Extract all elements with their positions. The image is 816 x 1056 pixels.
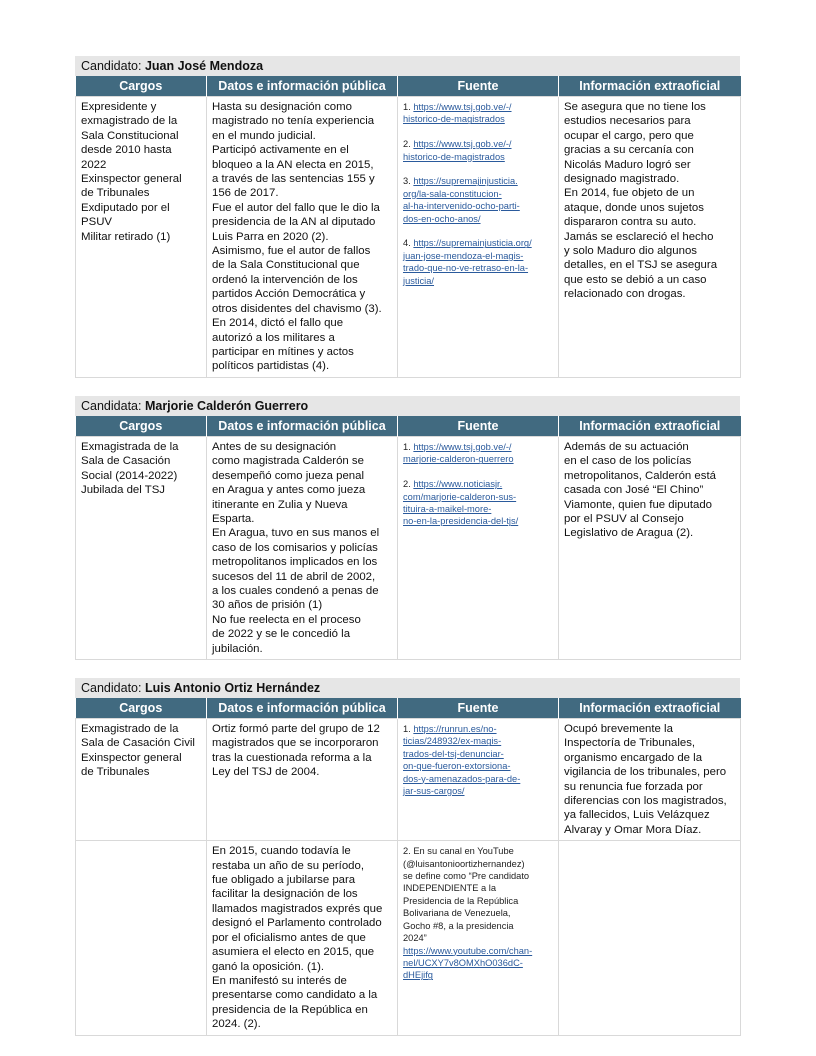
text-line: 2024. (2). <box>212 1018 261 1031</box>
text-line: Expresidente y <box>81 101 157 113</box>
table-row <box>76 97 741 378</box>
link-line: trado-que-no-ve-retraso-en-la- <box>403 263 529 274</box>
text-line: Además de su actuación <box>564 441 689 453</box>
candidate-table <box>75 416 741 660</box>
header-fuente: Fuente <box>398 76 559 97</box>
text-line: otros disidentes del chavismo (3). <box>212 302 382 315</box>
text-line: dHEjifg <box>403 970 433 981</box>
link-text[interactable]: https://www.noticiasjr. <box>413 479 503 490</box>
text-line: facilitar la designación de los <box>212 888 358 901</box>
text-line: Exmagistrado de la <box>81 723 179 735</box>
text-line: exmagistrado de la <box>81 115 178 128</box>
header-extraoficial: Información extraoficial <box>559 416 741 437</box>
text-line: por el oficialismo antes de que <box>212 931 366 944</box>
cargos-cell <box>76 97 207 378</box>
text-line: ocupar el cargo, pero que <box>564 129 694 142</box>
source-first-line <box>403 101 553 113</box>
source-link[interactable] <box>403 491 553 528</box>
text-line: (@luisantonioortizhernandez) <box>403 858 525 869</box>
text-line: partidos Acción Democrática y <box>212 288 366 301</box>
text-line: desde 2010 hasta <box>81 144 172 157</box>
text-line: Ley del TSJ de 2004. <box>212 766 320 779</box>
header-fuente: Fuente <box>398 698 559 719</box>
text-line: nel/UCXY7v8OMXhO036dC- <box>403 957 523 968</box>
link-line: al-ha-intervenido-ocho-parti- <box>403 201 520 212</box>
source-item <box>403 237 553 287</box>
text-line: presentarse como candidato a la <box>212 989 378 1002</box>
text-line: Exinspector general <box>81 173 182 186</box>
text-line: jubilación. <box>212 642 263 655</box>
text-line: 2024” <box>403 933 427 944</box>
text-line: a través de las sentencias 155 y <box>212 173 375 186</box>
text-line: casada con José “El Chino” <box>564 484 704 497</box>
text-line: Inspectoría de Tribunales, <box>564 737 696 750</box>
source-first-line <box>403 138 553 150</box>
text-line: de Tribunales <box>81 187 150 200</box>
text-line: Se asegura que no tiene los <box>564 101 706 113</box>
text-line: como magistrada Calderón se <box>212 455 364 468</box>
candidate-title <box>75 678 740 698</box>
text-line: sucesos del 11 de abril de 2002, <box>212 570 376 583</box>
text-line: vigilancia de los tribunales, pero <box>564 766 727 779</box>
source-first-line <box>403 723 553 735</box>
text-line: En 2015, cuando todavía le <box>212 845 351 858</box>
text-line: llamados magistrados exprés que <box>212 902 383 915</box>
text-line: caso de los comisarios y policías <box>212 541 378 554</box>
text-line: designó el Parlamento controlado <box>212 917 382 930</box>
table-row <box>76 841 741 1035</box>
text-line: Exinspector general <box>81 751 182 764</box>
candidate-block-2 <box>75 396 740 660</box>
text-line: ordenó la intervención de los <box>212 273 358 286</box>
header-cargos: Cargos <box>76 416 207 437</box>
link-line: ticias/248932/ex-magis- <box>403 736 502 747</box>
text-line: En manifestó su interés de <box>212 974 347 987</box>
cargos-cell-empty <box>76 841 207 1035</box>
text-line: de la Sala Constitucional que <box>212 259 360 272</box>
text-line: fue obligado a jubilarse para <box>212 874 356 887</box>
text-line: detalles, en el TSJ se asegura <box>564 259 718 272</box>
text-line: metropolitanos, Calderón está <box>564 469 716 482</box>
link-line: com/marjorie-calderon-sus- <box>403 491 517 502</box>
candidate-title <box>75 396 740 416</box>
header-datos: Datos e información pública <box>207 698 398 719</box>
text-line: https://www.youtube.com/chan- <box>403 945 533 956</box>
fuente-cell <box>398 719 559 841</box>
source-number: 1. <box>403 442 414 452</box>
extra-cell-empty <box>559 841 741 1035</box>
link-text[interactable]: https://www.tsj.gob.ve/-/ <box>413 139 512 150</box>
candidate-label: Candidato: <box>81 59 142 73</box>
text-line: Nicolás Maduro logró ser <box>564 158 691 171</box>
text-line: Hasta su designación como <box>212 101 352 113</box>
text-line: Ocupó brevemente la <box>564 723 673 735</box>
candidate-name: Marjorie Calderón Guerrero <box>144 399 309 413</box>
text-line: políticos partidistas (4). <box>212 360 330 373</box>
text-line: presidencia de la AN al diputado <box>212 216 376 229</box>
text-line: designado magistrado. <box>564 173 680 186</box>
datos-cell <box>207 437 398 660</box>
text-line: 2. En su canal en YouTube <box>403 846 514 857</box>
text-line: PSUV <box>81 216 113 229</box>
text-line: dispararon contra su auto. <box>564 216 697 229</box>
text-line: En Aragua, tuvo en sus manos el <box>212 527 380 540</box>
source-number: 2. <box>403 479 414 490</box>
source-item <box>403 101 553 126</box>
source-first-line <box>403 478 553 490</box>
cargos-cell <box>76 437 207 660</box>
source-link[interactable] <box>403 735 553 797</box>
link-text[interactable]: https://supremajinjusticia. <box>413 176 518 187</box>
link-line: org/la-sala-constitucion- <box>403 188 502 199</box>
youtube-link[interactable] <box>403 945 553 982</box>
text-line: Presidencia de la República <box>403 895 519 906</box>
source-number: 1. <box>403 102 414 112</box>
text-line: Esparta. <box>212 513 255 526</box>
link-line: dos-en-ocho-anos/ <box>403 213 481 224</box>
text-line: y solo Maduro dio algunos <box>564 245 697 258</box>
link-text[interactable]: https://runrun.es/no- <box>413 724 497 734</box>
source-link[interactable] <box>403 453 553 465</box>
link-line: juan-jose-mendoza-el-magis- <box>403 250 524 261</box>
text-line: Militar retirado (1) <box>81 230 171 243</box>
text-line: Ortiz formó parte del grupo de 12 <box>212 723 380 735</box>
table-row <box>76 437 741 660</box>
text-line: asumiera el electo en 2015, que <box>212 946 375 959</box>
text-line: Exmagistrada de la <box>81 441 179 453</box>
text-line: ganó la oposición. (1). <box>212 960 325 973</box>
text-line: Legislativo de Aragua (2). <box>564 527 694 540</box>
text-line: bloqueo a la AN electa en 2015, <box>212 158 374 171</box>
text-line: Fue el autor del fallo que le dio la <box>212 201 380 214</box>
text-line: de 2022 y se le concedió la <box>212 628 351 641</box>
datos-cell <box>207 719 398 841</box>
text-line: Social (2014-2022) <box>81 469 178 482</box>
source-link[interactable] <box>403 188 553 225</box>
extra-cell <box>559 437 741 660</box>
link-line: dos-y-amenazados-para-de- <box>403 773 521 784</box>
source-number: 4. <box>403 238 414 249</box>
text-line: metropolitanos implicados en los <box>212 556 378 569</box>
source-item <box>403 723 553 797</box>
text-line: diferencias con los magistrados, <box>564 795 727 808</box>
candidate-block-1 <box>75 56 740 378</box>
link-line: no-en-la-presidencia-del-tjs/ <box>403 516 519 527</box>
text-line: en el caso de los policías <box>564 455 692 468</box>
candidate-label: Candidato: <box>81 681 142 695</box>
header-cargos: Cargos <box>76 76 207 97</box>
text-line: Bolivariana de Venezuela, <box>403 908 511 919</box>
source-item <box>403 478 553 528</box>
header-extraoficial: Información extraoficial <box>559 698 741 719</box>
text-line: Alvaray y Omar Mora Díaz. <box>564 823 702 836</box>
text-line: Sala Constitucional <box>81 129 179 142</box>
text-line: en Aragua y antes como jueza <box>212 484 366 497</box>
text-line: Asimismo, fue el autor de fallos <box>212 245 371 258</box>
text-line: 2022 <box>81 158 107 171</box>
text-line: 30 años de prisión (1) <box>212 599 323 612</box>
text-line: Antes de su designación <box>212 441 337 453</box>
candidate-title <box>75 56 740 76</box>
link-line: tituira-a-maikel-more- <box>403 504 492 515</box>
link-line: jar-sus-cargos/ <box>403 786 465 797</box>
cargos-cell <box>76 719 207 841</box>
text-line: que esto se debió a un caso <box>564 273 707 286</box>
text-line: No fue reelecta en el proceso <box>212 613 361 626</box>
table-row <box>76 719 741 841</box>
text-line: Sala de Casación <box>81 455 171 468</box>
header-extraoficial: Información extraoficial <box>559 76 741 97</box>
text-line: INDEPENDIENTE a la <box>403 883 496 894</box>
source-item <box>403 138 553 163</box>
source-link[interactable] <box>403 151 553 163</box>
link-line: justicia/ <box>403 275 435 286</box>
text-line: en el mundo judicial. <box>212 129 316 142</box>
candidate-block-3 <box>75 678 740 1036</box>
datos-cell <box>207 97 398 378</box>
text-line: Sala de Casación Civil <box>81 737 195 750</box>
text-line: Jubilada del TSJ <box>81 484 166 497</box>
link-text[interactable]: https://supremainjusticia.org/ <box>413 238 532 249</box>
text-line: se define como “Pre candidato <box>403 871 530 882</box>
fuente-text <box>403 845 553 944</box>
header-fuente: Fuente <box>398 416 559 437</box>
text-line: magistrados que se incorporaron <box>212 737 379 750</box>
datos-cell <box>207 841 398 1035</box>
source-number: 2. <box>403 139 414 150</box>
text-line: restaba un año de su período, <box>212 859 364 872</box>
fuente-cell <box>398 97 559 378</box>
fuente-cell <box>398 437 559 660</box>
source-number: 3. <box>403 176 414 187</box>
text-line: relacionado con drogas. <box>564 288 686 301</box>
candidate-name: Luis Antonio Ortiz Hernández <box>144 681 321 695</box>
source-first-line <box>403 237 553 249</box>
text-line: organismo encargado de la <box>564 751 703 764</box>
link-line: historico-de-magistrados <box>403 114 505 125</box>
link-line: on-que-fueron-extorsiona- <box>403 761 511 772</box>
source-item <box>403 175 553 225</box>
text-line: itinerante en Zulia y Nueva <box>212 498 348 511</box>
text-line: su renuncia fue forzada por <box>564 780 703 793</box>
header-datos: Datos e información pública <box>207 416 398 437</box>
candidate-name: Juan José Mendoza <box>144 59 264 73</box>
text-line: ataque, donde unos sujetos <box>564 201 704 214</box>
link-line: trados-del-tsj-denunciar- <box>403 748 504 759</box>
text-line: Gocho #8, a la presidencia <box>403 920 514 931</box>
link-text[interactable]: https://www.tsj.gob.ve/-/ <box>413 442 512 452</box>
text-line: desempeñó como jueza penal <box>212 469 364 482</box>
extra-cell <box>559 97 741 378</box>
header-row <box>76 416 741 437</box>
header-cargos: Cargos <box>76 698 207 719</box>
text-line: tras la cuestionada reforma a la <box>212 751 372 764</box>
source-link[interactable] <box>403 113 553 125</box>
text-line: estudios necesarios para <box>564 115 691 128</box>
text-line: participar en mítines y actos <box>212 345 354 358</box>
link-line: historico-de-magistrados <box>403 151 505 162</box>
header-row <box>76 698 741 719</box>
text-line: autorizó a los militares a <box>212 331 335 344</box>
source-number: 1. <box>403 724 414 734</box>
source-first-line <box>403 441 553 453</box>
link-text[interactable]: https://www.tsj.gob.ve/-/ <box>413 102 512 112</box>
text-line: presidencia de la República en <box>212 1003 368 1016</box>
text-line: 156 de 2017. <box>212 187 279 200</box>
text-line: ya fallecidos, Luis Velázquez <box>564 809 710 822</box>
text-line: Viamonte, quien fue diputado <box>564 498 712 511</box>
text-line: Participó activamente en el <box>212 144 349 157</box>
link-line: marjorie-calderon-guerrero <box>403 454 514 465</box>
text-line: gracias a su cercanía con <box>564 144 694 157</box>
candidate-label: Candidata: <box>81 399 142 413</box>
candidate-table <box>75 698 741 1036</box>
text-line: de Tribunales <box>81 766 150 779</box>
text-line: En 2014, dictó el fallo que <box>212 317 344 330</box>
source-item <box>403 441 553 466</box>
extra-cell <box>559 719 741 841</box>
text-line: En 2014, fue objeto de un <box>564 187 695 200</box>
text-line: Luis Parra en 2020 (2). <box>212 230 329 243</box>
source-link[interactable] <box>403 250 553 287</box>
fuente-cell <box>398 841 559 1035</box>
source-first-line <box>403 175 553 187</box>
text-line: por el PSUV al Consejo <box>564 513 684 526</box>
text-line: Jamás se esclareció el hecho <box>564 230 714 243</box>
header-datos: Datos e información pública <box>207 76 398 97</box>
text-line: Exdiputado por el <box>81 201 170 214</box>
candidate-table <box>75 76 741 378</box>
text-line: a los cuales condenó a penas de <box>212 585 379 598</box>
header-row <box>76 76 741 97</box>
text-line: magistrado no tenía experiencia <box>212 115 375 128</box>
